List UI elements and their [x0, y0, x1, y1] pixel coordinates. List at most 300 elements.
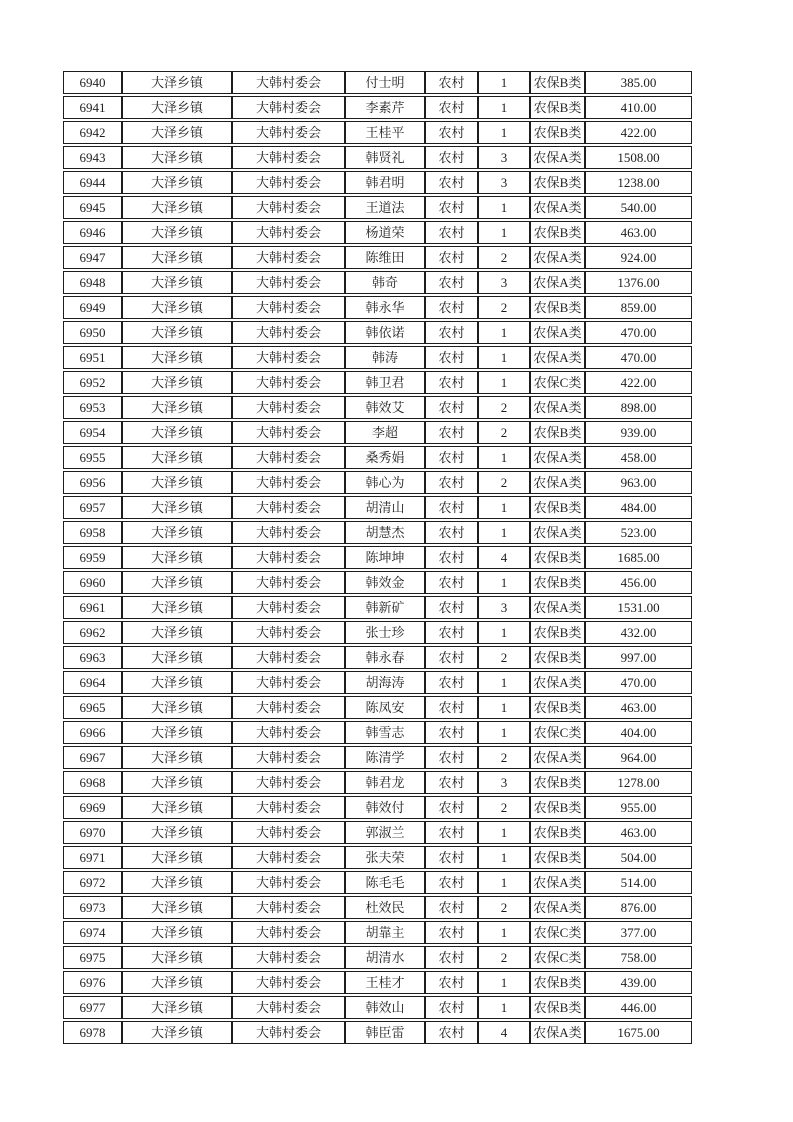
- cell-amount: 540.00: [585, 196, 692, 219]
- cell-amount: 939.00: [585, 421, 692, 444]
- table-row: [63, 946, 692, 969]
- cell-town: 大泽乡镇: [122, 846, 232, 869]
- cell-count: 3: [478, 771, 530, 794]
- cell-insurance_type: 农保A类: [530, 471, 585, 494]
- cell-town: 大泽乡镇: [122, 396, 232, 419]
- cell-count: 1: [478, 571, 530, 594]
- table-row: [63, 146, 692, 169]
- cell-amount: 385.00: [585, 71, 692, 94]
- cell-town: 大泽乡镇: [122, 721, 232, 744]
- cell-id: 6948: [63, 271, 122, 294]
- cell-amount: 463.00: [585, 821, 692, 844]
- cell-village: 大韩村委会: [232, 1021, 345, 1044]
- cell-amount: 484.00: [585, 496, 692, 519]
- cell-id: 6943: [63, 146, 122, 169]
- cell-id: 6968: [63, 771, 122, 794]
- cell-name: 桑秀娟: [345, 446, 425, 469]
- cell-amount: 1238.00: [585, 171, 692, 194]
- cell-id: 6956: [63, 471, 122, 494]
- cell-insurance_type: 农保B类: [530, 496, 585, 519]
- cell-amount: 955.00: [585, 796, 692, 819]
- table-row: [63, 171, 692, 194]
- cell-category: 农村: [425, 596, 478, 619]
- cell-id: 6957: [63, 496, 122, 519]
- cell-name: 付士明: [345, 71, 425, 94]
- table-row: [63, 896, 692, 919]
- cell-amount: 446.00: [585, 996, 692, 1019]
- cell-insurance_type: 农保B类: [530, 771, 585, 794]
- cell-village: 大韩村委会: [232, 271, 345, 294]
- table-row: [63, 796, 692, 819]
- cell-village: 大韩村委会: [232, 721, 345, 744]
- cell-village: 大韩村委会: [232, 621, 345, 644]
- cell-category: 农村: [425, 396, 478, 419]
- cell-village: 大韩村委会: [232, 121, 345, 144]
- table-row: [63, 396, 692, 419]
- cell-count: 4: [478, 1021, 530, 1044]
- cell-category: 农村: [425, 671, 478, 694]
- cell-count: 2: [478, 646, 530, 669]
- cell-category: 农村: [425, 646, 478, 669]
- cell-count: 3: [478, 171, 530, 194]
- cell-name: 李超: [345, 421, 425, 444]
- cell-count: 1: [478, 371, 530, 394]
- cell-category: 农村: [425, 996, 478, 1019]
- cell-id: 6952: [63, 371, 122, 394]
- cell-insurance_type: 农保A类: [530, 446, 585, 469]
- cell-count: 2: [478, 396, 530, 419]
- cell-town: 大泽乡镇: [122, 771, 232, 794]
- cell-town: 大泽乡镇: [122, 71, 232, 94]
- table-row: [63, 271, 692, 294]
- cell-village: 大韩村委会: [232, 171, 345, 194]
- cell-village: 大韩村委会: [232, 221, 345, 244]
- cell-insurance_type: 农保B类: [530, 971, 585, 994]
- cell-count: 1: [478, 96, 530, 119]
- cell-name: 胡海涛: [345, 671, 425, 694]
- table-row: [63, 421, 692, 444]
- table-row: [63, 596, 692, 619]
- table-row: [63, 371, 692, 394]
- cell-count: 2: [478, 896, 530, 919]
- cell-name: 韩依诺: [345, 321, 425, 344]
- cell-amount: 1685.00: [585, 546, 692, 569]
- cell-insurance_type: 农保A类: [530, 1021, 585, 1044]
- cell-insurance_type: 农保A类: [530, 521, 585, 544]
- cell-insurance_type: 农保C类: [530, 371, 585, 394]
- cell-name: 韩卫君: [345, 371, 425, 394]
- cell-insurance_type: 农保A类: [530, 671, 585, 694]
- cell-amount: 1376.00: [585, 271, 692, 294]
- cell-amount: 470.00: [585, 671, 692, 694]
- cell-village: 大韩村委会: [232, 696, 345, 719]
- cell-count: 3: [478, 271, 530, 294]
- cell-town: 大泽乡镇: [122, 646, 232, 669]
- cell-id: 6947: [63, 246, 122, 269]
- cell-count: 2: [478, 746, 530, 769]
- table-row: [63, 871, 692, 894]
- cell-id: 6944: [63, 171, 122, 194]
- cell-count: 2: [478, 796, 530, 819]
- cell-insurance_type: 农保B类: [530, 221, 585, 244]
- cell-count: 3: [478, 596, 530, 619]
- cell-amount: 876.00: [585, 896, 692, 919]
- cell-category: 农村: [425, 971, 478, 994]
- document-page: [63, 69, 692, 1046]
- cell-count: 1: [478, 621, 530, 644]
- table-row: [63, 521, 692, 544]
- cell-category: 农村: [425, 171, 478, 194]
- cell-id: 6969: [63, 796, 122, 819]
- cell-count: 1: [478, 696, 530, 719]
- cell-count: 1: [478, 121, 530, 144]
- cell-village: 大韩村委会: [232, 596, 345, 619]
- cell-name: 韩效金: [345, 571, 425, 594]
- cell-town: 大泽乡镇: [122, 621, 232, 644]
- cell-id: 6972: [63, 871, 122, 894]
- cell-id: 6974: [63, 921, 122, 944]
- cell-village: 大韩村委会: [232, 96, 345, 119]
- cell-town: 大泽乡镇: [122, 421, 232, 444]
- cell-category: 农村: [425, 246, 478, 269]
- cell-id: 6955: [63, 446, 122, 469]
- table-row: [63, 696, 692, 719]
- cell-insurance_type: 农保B类: [530, 796, 585, 819]
- cell-id: 6942: [63, 121, 122, 144]
- cell-category: 农村: [425, 321, 478, 344]
- cell-id: 6962: [63, 621, 122, 644]
- cell-count: 4: [478, 546, 530, 569]
- cell-village: 大韩村委会: [232, 971, 345, 994]
- cell-town: 大泽乡镇: [122, 521, 232, 544]
- cell-amount: 470.00: [585, 346, 692, 369]
- cell-town: 大泽乡镇: [122, 821, 232, 844]
- cell-insurance_type: 农保B类: [530, 121, 585, 144]
- cell-name: 韩臣雷: [345, 1021, 425, 1044]
- table-row: [63, 646, 692, 669]
- cell-count: 1: [478, 71, 530, 94]
- cell-amount: 859.00: [585, 296, 692, 319]
- cell-count: 1: [478, 921, 530, 944]
- cell-count: 1: [478, 321, 530, 344]
- cell-town: 大泽乡镇: [122, 371, 232, 394]
- cell-id: 6973: [63, 896, 122, 919]
- cell-village: 大韩村委会: [232, 471, 345, 494]
- cell-id: 6961: [63, 596, 122, 619]
- table-row: [63, 321, 692, 344]
- cell-category: 农村: [425, 346, 478, 369]
- cell-id: 6960: [63, 571, 122, 594]
- cell-name: 韩永春: [345, 646, 425, 669]
- cell-insurance_type: 农保A类: [530, 346, 585, 369]
- table-row: [63, 246, 692, 269]
- cell-amount: 758.00: [585, 946, 692, 969]
- table-row: [63, 546, 692, 569]
- cell-category: 农村: [425, 271, 478, 294]
- cell-town: 大泽乡镇: [122, 271, 232, 294]
- cell-amount: 964.00: [585, 746, 692, 769]
- cell-category: 农村: [425, 871, 478, 894]
- cell-insurance_type: 农保A类: [530, 196, 585, 219]
- cell-insurance_type: 农保B类: [530, 171, 585, 194]
- cell-category: 农村: [425, 696, 478, 719]
- cell-village: 大韩村委会: [232, 71, 345, 94]
- cell-category: 农村: [425, 71, 478, 94]
- cell-village: 大韩村委会: [232, 771, 345, 794]
- cell-id: 6958: [63, 521, 122, 544]
- table-row: [63, 71, 692, 94]
- cell-id: 6975: [63, 946, 122, 969]
- cell-town: 大泽乡镇: [122, 496, 232, 519]
- cell-id: 6950: [63, 321, 122, 344]
- cell-insurance_type: 农保B类: [530, 96, 585, 119]
- cell-name: 杜效民: [345, 896, 425, 919]
- cell-amount: 422.00: [585, 371, 692, 394]
- cell-insurance_type: 农保B类: [530, 421, 585, 444]
- cell-count: 2: [478, 246, 530, 269]
- cell-id: 6946: [63, 221, 122, 244]
- cell-count: 1: [478, 996, 530, 1019]
- cell-count: 2: [478, 421, 530, 444]
- cell-category: 农村: [425, 921, 478, 944]
- cell-name: 韩奇: [345, 271, 425, 294]
- cell-count: 1: [478, 346, 530, 369]
- cell-town: 大泽乡镇: [122, 321, 232, 344]
- cell-village: 大韩村委会: [232, 996, 345, 1019]
- cell-category: 农村: [425, 196, 478, 219]
- cell-category: 农村: [425, 521, 478, 544]
- cell-category: 农村: [425, 421, 478, 444]
- table-row: [63, 771, 692, 794]
- cell-amount: 463.00: [585, 696, 692, 719]
- cell-id: 6966: [63, 721, 122, 744]
- cell-id: 6953: [63, 396, 122, 419]
- cell-town: 大泽乡镇: [122, 246, 232, 269]
- cell-id: 6954: [63, 421, 122, 444]
- cell-insurance_type: 农保A类: [530, 871, 585, 894]
- cell-village: 大韩村委会: [232, 146, 345, 169]
- table-row: [63, 821, 692, 844]
- cell-count: 1: [478, 721, 530, 744]
- cell-count: 2: [478, 296, 530, 319]
- cell-id: 6963: [63, 646, 122, 669]
- cell-category: 农村: [425, 621, 478, 644]
- cell-town: 大泽乡镇: [122, 346, 232, 369]
- cell-village: 大韩村委会: [232, 521, 345, 544]
- cell-amount: 410.00: [585, 96, 692, 119]
- cell-amount: 898.00: [585, 396, 692, 419]
- cell-village: 大韩村委会: [232, 946, 345, 969]
- cell-amount: 1675.00: [585, 1021, 692, 1044]
- cell-village: 大韩村委会: [232, 921, 345, 944]
- cell-name: 韩雪志: [345, 721, 425, 744]
- cell-insurance_type: 农保A类: [530, 321, 585, 344]
- cell-name: 胡靠主: [345, 921, 425, 944]
- cell-name: 王桂才: [345, 971, 425, 994]
- cell-amount: 1278.00: [585, 771, 692, 794]
- cell-town: 大泽乡镇: [122, 96, 232, 119]
- table-row: [63, 96, 692, 119]
- cell-town: 大泽乡镇: [122, 571, 232, 594]
- cell-id: 6971: [63, 846, 122, 869]
- cell-village: 大韩村委会: [232, 871, 345, 894]
- cell-town: 大泽乡镇: [122, 671, 232, 694]
- cell-town: 大泽乡镇: [122, 746, 232, 769]
- cell-category: 农村: [425, 471, 478, 494]
- cell-village: 大韩村委会: [232, 671, 345, 694]
- cell-insurance_type: 农保A类: [530, 146, 585, 169]
- table-row: [63, 196, 692, 219]
- cell-town: 大泽乡镇: [122, 171, 232, 194]
- table-row: [63, 446, 692, 469]
- cell-count: 3: [478, 146, 530, 169]
- cell-name: 韩效山: [345, 996, 425, 1019]
- cell-town: 大泽乡镇: [122, 471, 232, 494]
- cell-amount: 463.00: [585, 221, 692, 244]
- cell-village: 大韩村委会: [232, 246, 345, 269]
- cell-category: 农村: [425, 146, 478, 169]
- cell-amount: 456.00: [585, 571, 692, 594]
- table-row: [63, 971, 692, 994]
- cell-id: 6970: [63, 821, 122, 844]
- cell-insurance_type: 农保B类: [530, 71, 585, 94]
- cell-category: 农村: [425, 721, 478, 744]
- cell-insurance_type: 农保C类: [530, 946, 585, 969]
- table-row: [63, 221, 692, 244]
- cell-insurance_type: 农保A类: [530, 396, 585, 419]
- cell-village: 大韩村委会: [232, 496, 345, 519]
- cell-name: 王道法: [345, 196, 425, 219]
- cell-insurance_type: 农保B类: [530, 571, 585, 594]
- cell-insurance_type: 农保A类: [530, 246, 585, 269]
- cell-count: 1: [478, 196, 530, 219]
- cell-insurance_type: 农保B类: [530, 996, 585, 1019]
- cell-name: 李素芹: [345, 96, 425, 119]
- cell-town: 大泽乡镇: [122, 196, 232, 219]
- cell-village: 大韩村委会: [232, 346, 345, 369]
- cell-category: 农村: [425, 371, 478, 394]
- cell-insurance_type: 农保C类: [530, 721, 585, 744]
- cell-count: 1: [478, 671, 530, 694]
- cell-village: 大韩村委会: [232, 396, 345, 419]
- cell-category: 农村: [425, 846, 478, 869]
- cell-id: 6965: [63, 696, 122, 719]
- cell-amount: 422.00: [585, 121, 692, 144]
- cell-name: 韩君龙: [345, 771, 425, 794]
- cell-category: 农村: [425, 496, 478, 519]
- cell-count: 1: [478, 496, 530, 519]
- cell-name: 郭淑兰: [345, 821, 425, 844]
- table-row: [63, 671, 692, 694]
- cell-amount: 963.00: [585, 471, 692, 494]
- benefit-records-table: [63, 69, 692, 1046]
- cell-village: 大韩村委会: [232, 446, 345, 469]
- cell-village: 大韩村委会: [232, 296, 345, 319]
- cell-id: 6949: [63, 296, 122, 319]
- cell-town: 大泽乡镇: [122, 921, 232, 944]
- cell-amount: 1531.00: [585, 596, 692, 619]
- cell-amount: 504.00: [585, 846, 692, 869]
- cell-amount: 997.00: [585, 646, 692, 669]
- cell-town: 大泽乡镇: [122, 896, 232, 919]
- table-row: [63, 721, 692, 744]
- cell-town: 大泽乡镇: [122, 446, 232, 469]
- cell-category: 农村: [425, 221, 478, 244]
- cell-id: 6978: [63, 1021, 122, 1044]
- cell-town: 大泽乡镇: [122, 696, 232, 719]
- cell-name: 韩君明: [345, 171, 425, 194]
- table-row: [63, 121, 692, 144]
- cell-village: 大韩村委会: [232, 571, 345, 594]
- cell-name: 韩贤礼: [345, 146, 425, 169]
- cell-count: 1: [478, 971, 530, 994]
- cell-name: 韩效付: [345, 796, 425, 819]
- cell-count: 1: [478, 821, 530, 844]
- cell-insurance_type: 农保B类: [530, 846, 585, 869]
- cell-amount: 924.00: [585, 246, 692, 269]
- table-row: [63, 496, 692, 519]
- cell-category: 农村: [425, 896, 478, 919]
- table-row: [63, 1021, 692, 1044]
- cell-name: 张夫荣: [345, 846, 425, 869]
- cell-name: 韩涛: [345, 346, 425, 369]
- cell-amount: 439.00: [585, 971, 692, 994]
- cell-village: 大韩村委会: [232, 821, 345, 844]
- cell-town: 大泽乡镇: [122, 296, 232, 319]
- cell-town: 大泽乡镇: [122, 546, 232, 569]
- cell-id: 6940: [63, 71, 122, 94]
- cell-amount: 470.00: [585, 321, 692, 344]
- cell-town: 大泽乡镇: [122, 796, 232, 819]
- cell-name: 胡清山: [345, 496, 425, 519]
- cell-insurance_type: 农保A类: [530, 271, 585, 294]
- cell-name: 韩心为: [345, 471, 425, 494]
- cell-category: 农村: [425, 746, 478, 769]
- cell-village: 大韩村委会: [232, 321, 345, 344]
- cell-id: 6951: [63, 346, 122, 369]
- table-row: [63, 296, 692, 319]
- table-row: [63, 346, 692, 369]
- cell-category: 农村: [425, 446, 478, 469]
- cell-town: 大泽乡镇: [122, 221, 232, 244]
- cell-amount: 514.00: [585, 871, 692, 894]
- cell-name: 胡慧杰: [345, 521, 425, 544]
- cell-town: 大泽乡镇: [122, 871, 232, 894]
- cell-name: 杨道荣: [345, 221, 425, 244]
- cell-village: 大韩村委会: [232, 196, 345, 219]
- cell-amount: 432.00: [585, 621, 692, 644]
- cell-village: 大韩村委会: [232, 796, 345, 819]
- cell-id: 6977: [63, 996, 122, 1019]
- cell-id: 6967: [63, 746, 122, 769]
- cell-count: 1: [478, 221, 530, 244]
- cell-count: 2: [478, 946, 530, 969]
- cell-village: 大韩村委会: [232, 371, 345, 394]
- cell-amount: 377.00: [585, 921, 692, 944]
- cell-id: 6964: [63, 671, 122, 694]
- cell-town: 大泽乡镇: [122, 146, 232, 169]
- cell-name: 陈坤坤: [345, 546, 425, 569]
- cell-name: 胡清水: [345, 946, 425, 969]
- cell-id: 6945: [63, 196, 122, 219]
- table-row: [63, 921, 692, 944]
- cell-category: 农村: [425, 796, 478, 819]
- cell-village: 大韩村委会: [232, 421, 345, 444]
- cell-town: 大泽乡镇: [122, 996, 232, 1019]
- table-row: [63, 621, 692, 644]
- cell-category: 农村: [425, 771, 478, 794]
- cell-name: 韩新矿: [345, 596, 425, 619]
